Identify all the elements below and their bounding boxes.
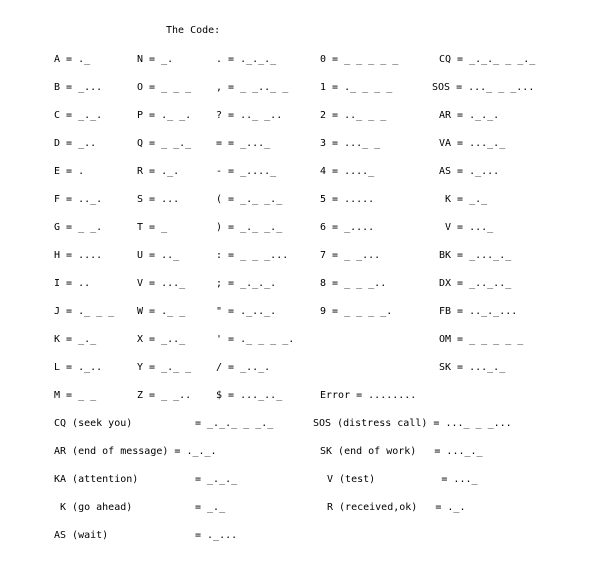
- code-letter: R = ._.: [137, 166, 180, 177]
- legend-row: [0, 501, 591, 515]
- code-letter: E = .: [54, 166, 85, 177]
- code-letter: J = ._ _ _: [54, 306, 115, 317]
- code-letter: Y = _._ _: [137, 362, 192, 373]
- code-row: [0, 137, 591, 151]
- code-punct: . = ._._._: [216, 54, 277, 65]
- code-row: [0, 81, 591, 95]
- legend-code: = _._._: [195, 474, 238, 485]
- legend-right: V (test) = ..._: [327, 474, 478, 485]
- code-punct: ? = .._ _..: [216, 110, 283, 121]
- code-letter: X = _.._: [137, 334, 186, 345]
- code-letter: H = ....: [54, 250, 103, 261]
- code-prosign: SK = ..._._: [439, 362, 506, 373]
- code-letter: A = ._: [54, 54, 91, 65]
- code-punct: ; = _._._.: [216, 278, 277, 289]
- code-letter: D = _..: [54, 138, 97, 149]
- code-row: [0, 249, 591, 263]
- code-digit: 3 = ..._ _: [320, 138, 381, 149]
- code-digit: 8 = _ _ _..: [320, 278, 387, 289]
- code-letter: L = ._..: [54, 362, 103, 373]
- legend-label: KA (attention): [54, 474, 139, 485]
- code-digit: 6 = _....: [320, 222, 375, 233]
- code-letter: M = _ _: [54, 390, 97, 401]
- code-digit: 1 = ._ _ _ _: [320, 82, 393, 93]
- code-prosign: OM = _ _ _ _ _: [439, 334, 524, 345]
- code-punct: : = _ _ _...: [216, 250, 289, 261]
- code-digit: 2 = .._ _ _: [320, 110, 387, 121]
- code-letter: S = ...: [137, 194, 180, 205]
- legend-row: [0, 417, 591, 431]
- code-prosign: BK = _..._._: [439, 250, 512, 261]
- legend-right: R (received,ok) = ._.: [327, 502, 466, 513]
- code-letter: Z = _ _..: [137, 390, 192, 401]
- legend-code: = _._: [195, 502, 226, 513]
- code-letter: V = ..._: [137, 278, 186, 289]
- code-row: [0, 305, 591, 319]
- code-letter: B = _...: [54, 82, 103, 93]
- code-letter: W = ._ _: [137, 306, 186, 317]
- code-row: [0, 333, 591, 347]
- code-punct: = = _..._: [216, 138, 271, 149]
- code-letter: U = .._: [137, 250, 180, 261]
- code-letter: C = _._.: [54, 110, 103, 121]
- legend-label: AS (wait): [54, 530, 109, 541]
- code-punct: $ = ..._.._: [216, 390, 283, 401]
- code-prosign: SOS = ..._ _ _...: [432, 82, 535, 93]
- code-prosign: AR = ._._.: [439, 110, 500, 121]
- legend-row: [0, 473, 591, 487]
- code-digit: 7 = _ _...: [320, 250, 381, 261]
- code-row: [0, 53, 591, 67]
- code-letter: T = _: [137, 222, 168, 233]
- code-digit: 4 = ...._: [320, 166, 375, 177]
- code-prosign: VA = ..._._: [439, 138, 506, 149]
- code-letter: P = ._ _.: [137, 110, 192, 121]
- code-letter: N = _.: [137, 54, 174, 65]
- code-letter: O = _ _ _: [137, 82, 192, 93]
- code-prosign: K = _._: [445, 194, 488, 205]
- legend-label: K (go ahead): [54, 502, 133, 513]
- code-punct: , = _ _.._ _: [216, 82, 289, 93]
- code-row: [0, 389, 591, 403]
- code-digit: 5 = .....: [320, 194, 375, 205]
- code-punct: ' = ._ _ _ _.: [216, 334, 295, 345]
- code-row: [0, 193, 591, 207]
- code-punct: / = _.._.: [216, 362, 271, 373]
- code-prosign: FB = .._._...: [439, 306, 518, 317]
- code-punct: " = ._.._.: [216, 306, 277, 317]
- page-title: The Code:: [166, 25, 221, 36]
- code-prosign: V = ..._: [445, 222, 494, 233]
- legend-label: AR (end of message) = ._._.: [54, 446, 217, 457]
- code-punct: ) = _._ _._: [216, 222, 283, 233]
- legend-label: CQ (seek you): [54, 418, 133, 429]
- code-row: [0, 361, 591, 375]
- code-digit: 9 = _ _ _ _.: [320, 306, 393, 317]
- code-row: [0, 277, 591, 291]
- code-punct: - = _...._: [216, 166, 277, 177]
- legend-code: = ._...: [195, 530, 238, 541]
- code-letter: Q = _ _._: [137, 138, 192, 149]
- legend-right: SK (end of work) = ..._._: [320, 446, 483, 457]
- code-digit: 0 = _ _ _ _ _: [320, 54, 399, 65]
- code-row: [0, 109, 591, 123]
- legend-row: [0, 529, 591, 543]
- code-row: [0, 165, 591, 179]
- code-letter: G = _ _.: [54, 222, 103, 233]
- code-prosign: DX = _.._.._: [439, 278, 512, 289]
- code-row: [0, 221, 591, 235]
- legend-right: SOS (distress call) = ..._ _ _...: [313, 418, 512, 429]
- code-letter: K = _._: [54, 334, 97, 345]
- legend-row: [0, 445, 591, 459]
- code-prosign: CQ = _._._ _ _._: [439, 54, 536, 65]
- code-error: Error = ........: [320, 390, 417, 401]
- code-prosign: AS = ._...: [439, 166, 500, 177]
- code-punct: ( = _._ _._: [216, 194, 283, 205]
- code-letter: F = .._.: [54, 194, 103, 205]
- legend-code: = _._._ _ _._: [195, 418, 274, 429]
- code-letter: I = ..: [54, 278, 91, 289]
